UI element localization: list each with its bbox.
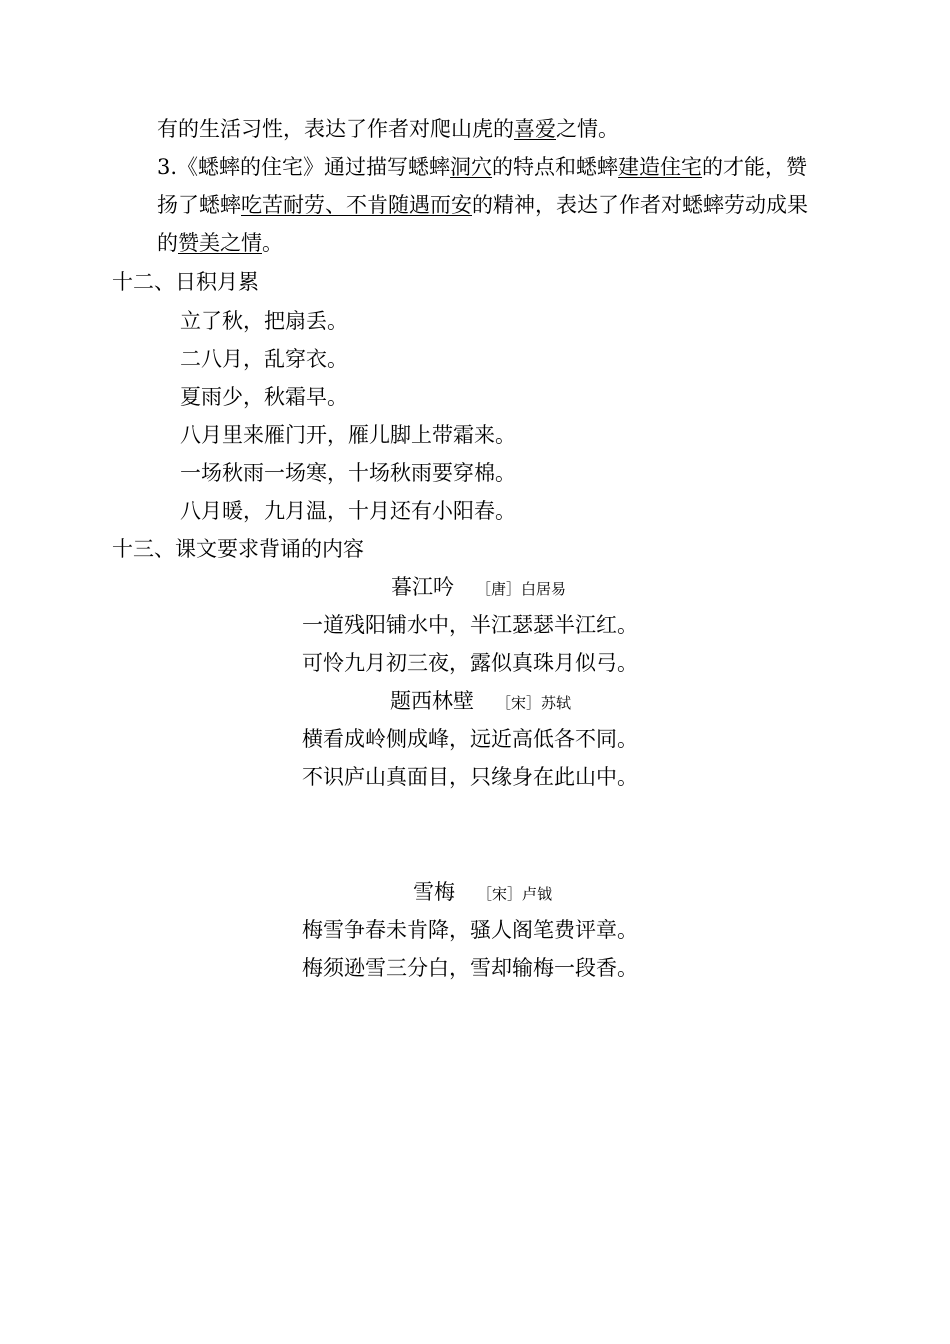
- poem-verse: 梅须逊雪三分白，雪却输梅一段香。: [302, 956, 638, 980]
- intro-line-4: [157, 228, 283, 258]
- poem-author: ［唐］白居易: [476, 580, 567, 598]
- poem-verse: 可怜九月初三夜，露似真珠月似弓。: [302, 651, 638, 675]
- poem-verse: 梅雪争春未肯降，骚人阁笔费评章。: [302, 918, 638, 942]
- text-segment: 3.《蟋蟀的住宅》通过描写蟋蟀: [157, 155, 451, 179]
- poem-author: ［宋］苏轼: [496, 694, 572, 712]
- text-segment: 的才能，赞: [702, 155, 808, 179]
- text-segment: 之情。: [556, 117, 619, 141]
- text-segment: 有的生活习性，表达了作者对爬山虎的: [157, 117, 514, 141]
- poem-title: 暮江吟: [391, 575, 454, 599]
- poem-title: 雪梅: [413, 880, 455, 904]
- underlined-answer: 赞美之情: [178, 231, 262, 255]
- proverb-line: 夏雨少，秋霜早。: [180, 385, 348, 409]
- intro-line-2: [157, 152, 807, 182]
- intro-line-3: [157, 190, 808, 220]
- poem-verse: 不识庐山真面目，只缘身在此山中。: [302, 765, 638, 789]
- poem-verse: 横看成岭侧成峰，远近高低各不同。: [302, 727, 638, 751]
- poem-title-line: [413, 877, 552, 909]
- poem-title: 题西林壁: [390, 689, 474, 713]
- proverb-line: 二八月，乱穿衣。: [180, 347, 348, 371]
- poem-verse: 一道残阳铺水中，半江瑟瑟半江红。: [302, 613, 638, 637]
- underlined-answer: 建造住宅: [618, 155, 703, 179]
- poem-title-line: [391, 572, 566, 604]
- section-13-heading: 十三、课文要求背诵的内容: [112, 537, 364, 561]
- poem-title-line: [390, 686, 571, 718]
- proverb-line: 八月里来雁门开，雁儿脚上带霜来。: [180, 423, 516, 447]
- text-segment: 的: [157, 231, 178, 255]
- text-segment: 的精神，表达了作者对蟋蟀劳动成果: [472, 193, 808, 217]
- underlined-answer: 吃苦耐劳、不肯随遇而安: [241, 193, 472, 217]
- proverb-line: 八月暖，九月温，十月还有小阳春。: [180, 499, 516, 523]
- underlined-answer: 喜爱: [514, 117, 556, 141]
- poem-author: ［宋］卢钺: [477, 885, 553, 903]
- proverb-line: 立了秋，把扇丢。: [180, 309, 348, 333]
- text-segment: 的特点和蟋蟀: [492, 155, 619, 179]
- intro-line-1: [157, 114, 619, 144]
- text-segment: 。: [262, 231, 283, 255]
- text-segment: 扬了蟋蟀: [157, 193, 241, 217]
- section-12-heading: 十二、日积月累: [112, 270, 259, 294]
- proverb-line: 一场秋雨一场寒，十场秋雨要穿棉。: [180, 461, 516, 485]
- underlined-answer: 洞穴: [450, 155, 493, 179]
